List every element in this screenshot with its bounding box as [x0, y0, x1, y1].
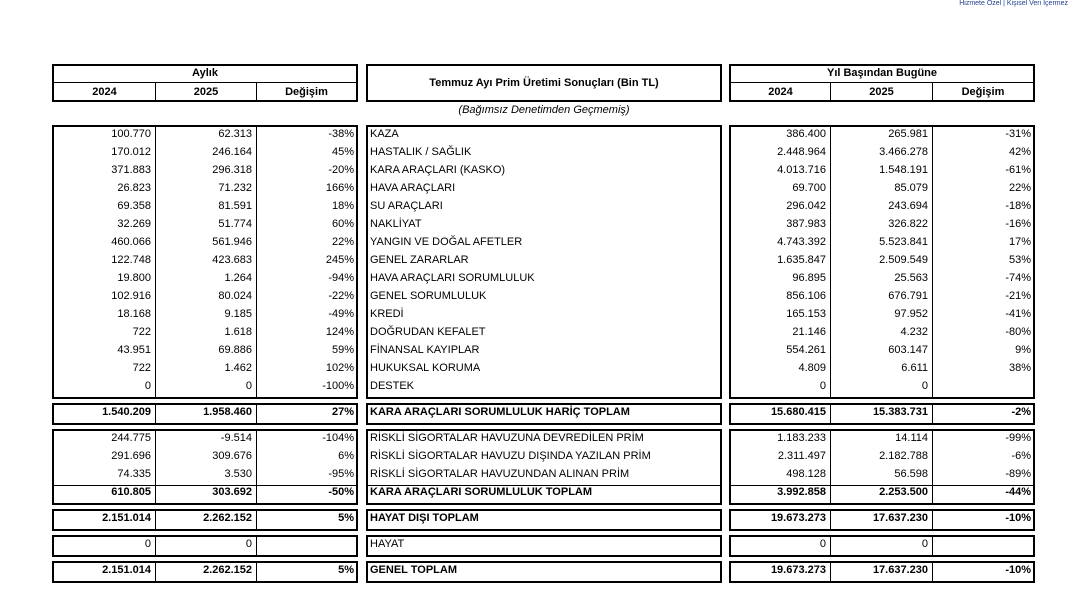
- block-4-row-1-monthly-change: 5%: [338, 512, 354, 524]
- block-1-row-4-monthly-change: 166%: [325, 182, 354, 194]
- block-1-row-12-ytd-2024: 21.146: [792, 326, 826, 338]
- block-1-row-8-ytd-2025: 2.509.549: [879, 254, 928, 266]
- block-3-row-4-line-label: KARA ARAÇLARI SORUMLULUK TOPLAM: [370, 486, 593, 498]
- report-title: Temmuz Ayı Prim Üretimi Sonuçları (Bin TL): [429, 77, 659, 89]
- block-1-row-9-ytd-2024: 96.895: [792, 272, 826, 284]
- block-1-row-14-ytd-change: 38%: [1008, 362, 1031, 374]
- block-3-row-1-ytd-2024: 1.183.233: [777, 432, 826, 444]
- block-3-row-4-ytd-2025: 2.253.500: [879, 486, 928, 498]
- block-1-row-14-monthly-change: 102%: [325, 362, 354, 374]
- block-2-row-1-monthly-change: 27%: [331, 406, 354, 418]
- block-3-row-2-monthly-2024: 291.696: [111, 450, 151, 462]
- block-1-row-11-monthly-2025: 9.185: [224, 308, 252, 320]
- block-1-row-9-ytd-2025: 25.563: [894, 272, 928, 284]
- block-1-row-3-ytd-2024: 4.013.716: [777, 164, 826, 176]
- block-6-row-1-ytd-2024: 19.673.273: [770, 564, 826, 576]
- block-1-row-7-monthly-2025: 561.946: [212, 236, 252, 248]
- block-4-row-1-monthly-2024: 2.151.014: [102, 512, 151, 524]
- block-1-row-4-ytd-2024: 69.700: [792, 182, 826, 194]
- block-5-row-1-ytd-2024: 0: [819, 538, 826, 550]
- block-1-row-8-ytd-change: 53%: [1008, 254, 1031, 266]
- block-3-row-3-monthly-2025: 3.530: [224, 468, 252, 480]
- block-3-row-2-ytd-2024: 2.311.497: [777, 450, 826, 462]
- ytd-col-change: Değişim: [961, 86, 1005, 98]
- block-6-row-1-monthly-change: 5%: [338, 564, 354, 576]
- block-1-row-1-monthly-2025: 62.313: [218, 128, 252, 140]
- block-1-row-15-ytd-2024: 0: [819, 380, 826, 392]
- monthly-header: Aylık: [192, 67, 218, 79]
- block-1-row-14-ytd-2025: 6.611: [901, 362, 928, 374]
- block-1-row-2-ytd-2024: 2.448.964: [777, 146, 826, 158]
- block-3-row-4-monthly-2025: 303.692: [212, 486, 252, 498]
- ytd-header: Yıl Başından Bugüne: [826, 67, 937, 79]
- block-1-row-5-line-label: SU ARAÇLARI: [370, 200, 443, 212]
- block-1-row-8-line-label: GENEL ZARARLAR: [370, 254, 469, 266]
- block-4-row-1-ytd-2025: 17.637.230: [872, 512, 928, 524]
- block-1-row-5-ytd-2025: 243.694: [888, 200, 928, 212]
- block-3-row-3-line-label: RİSKLİ SİGORTALAR HAVUZUNDAN ALINAN PRİM: [370, 468, 630, 480]
- block-1-row-2-ytd-2025: 3.466.278: [879, 146, 928, 158]
- block-6-row-1-ytd-2025: 17.637.230: [872, 564, 928, 576]
- block-1-row-7-ytd-change: 17%: [1008, 236, 1031, 248]
- audit-note: (Bağımsız Denetimden Geçmemiş): [458, 104, 630, 116]
- block-1-row-12-ytd-2025: 4.232: [900, 326, 928, 338]
- block-1-row-2-monthly-2024: 170.012: [111, 146, 151, 158]
- block-3-row-1-monthly-2024: 244.775: [111, 432, 151, 444]
- block-3-row-1-ytd-change: -99%: [1005, 432, 1031, 444]
- block-1-row-8-monthly-2025: 423.683: [212, 254, 252, 266]
- block-1-row-13-line-label: FİNANSAL KAYIPLAR: [370, 344, 480, 356]
- block-2-row-1-line-label: KARA ARAÇLARI SORUMLULUK HARİÇ TOPLAM: [370, 406, 630, 418]
- block-1-row-6-ytd-2025: 326.822: [888, 218, 928, 230]
- block-3-row-3-monthly-change: -95%: [328, 468, 354, 480]
- block-2-row-1-monthly-2025: 1.958.460: [203, 406, 252, 418]
- block-3-row-1-ytd-2025: 14.114: [895, 432, 928, 444]
- block-1-row-6-ytd-change: -16%: [1005, 218, 1031, 230]
- block-1-row-9-ytd-change: -74%: [1005, 272, 1031, 284]
- block-1-row-6-monthly-2024: 32.269: [117, 218, 151, 230]
- block-1-row-3-monthly-2025: 296.318: [212, 164, 252, 176]
- block-1-row-1-ytd-2025: 265.981: [888, 128, 928, 140]
- block-1-row-15-monthly-change: -100%: [322, 380, 354, 392]
- block-1-row-15-ytd-2025: 0: [921, 380, 928, 392]
- block-1-row-10-line-label: GENEL SORUMLULUK: [370, 290, 487, 302]
- block-3-row-3-ytd-change: -89%: [1005, 468, 1031, 480]
- block-1-row-12-monthly-2024: 722: [132, 326, 151, 338]
- block-3-row-3-monthly-2024: 74.335: [117, 468, 151, 480]
- block-5-row-1-line-label: HAYAT: [370, 538, 405, 550]
- block-1-row-10-monthly-2025: 80.024: [218, 290, 252, 302]
- block-5-row-1-monthly-2025: 0: [245, 538, 252, 550]
- block-1-row-11-line-label: KREDİ: [370, 308, 404, 320]
- block-1-row-13-ytd-2024: 554.261: [786, 344, 826, 356]
- block-1-row-2-line-label: HASTALIK / SAĞLIK: [370, 146, 472, 158]
- block-1-row-7-monthly-2024: 460.066: [111, 236, 151, 248]
- block-1-row-11-monthly-change: -49%: [328, 308, 354, 320]
- block-6-row-1-ytd-change: -10%: [1005, 564, 1031, 576]
- block-1-row-11-monthly-2024: 18.168: [117, 308, 151, 320]
- block-1-row-14-line-label: HUKUKSAL KORUMA: [370, 362, 481, 374]
- block-1-row-4-monthly-2025: 71.232: [218, 182, 252, 194]
- block-1-row-6-line-label: NAKLİYAT: [370, 218, 422, 230]
- monthly-col-2024: 2024: [92, 86, 117, 98]
- monthly-col-2025: 2025: [193, 86, 219, 98]
- block-1-row-7-line-label: YANGIN VE DOĞAL AFETLER: [370, 236, 523, 248]
- block-1-row-10-ytd-2024: 856.106: [786, 290, 826, 302]
- block-3-row-1-monthly-2025: -9.514: [220, 432, 252, 444]
- block-1-row-13-monthly-2024: 43.951: [117, 344, 151, 356]
- block-3-row-4-monthly-2024: 610.805: [111, 486, 151, 498]
- block-1-row-13-ytd-change: 9%: [1015, 344, 1031, 356]
- block-1-row-8-monthly-change: 245%: [325, 254, 354, 266]
- block-1-row-11-ytd-2025: 97.952: [894, 308, 928, 320]
- block-1-row-14-monthly-2025: 1.462: [224, 362, 252, 374]
- block-1-row-3-ytd-change: -61%: [1005, 164, 1031, 176]
- block-1-row-1-monthly-change: -38%: [328, 128, 354, 140]
- block-1-row-9-line-label: HAVA ARAÇLARI SORUMLULUK: [370, 272, 535, 284]
- block-1-row-3-ytd-2025: 1.548.191: [879, 164, 928, 176]
- column-divider: [932, 536, 933, 556]
- block-1-row-4-ytd-change: 22%: [1008, 182, 1031, 194]
- block-6-row-1-monthly-2024: 2.151.014: [102, 564, 151, 576]
- block-3-row-4-ytd-2024: 3.992.858: [777, 486, 826, 498]
- block-1-row-6-ytd-2024: 387.983: [786, 218, 826, 230]
- block-1-row-12-line-label: DOĞRUDAN KEFALET: [370, 326, 486, 338]
- monthly-col-change: Değişim: [285, 86, 328, 98]
- ytd-col-2025: 2025: [869, 86, 894, 98]
- block-1-row-11-ytd-change: -41%: [1005, 308, 1031, 320]
- confidentiality-tag: Hizmete Özel | Kişisel Veri İçermez: [959, 0, 1068, 7]
- block-2-row-1-ytd-change: -2%: [1011, 406, 1031, 418]
- block-2-row-1-ytd-2024: 15.680.415: [770, 406, 826, 418]
- block-4-row-1-monthly-2025: 2.262.152: [203, 512, 252, 524]
- block-1-row-1-ytd-2024: 386.400: [786, 128, 826, 140]
- block-1-row-9-monthly-change: -94%: [328, 272, 354, 284]
- block-1-row-1-ytd-change: -31%: [1005, 128, 1031, 140]
- block-6-row-1-monthly-2025: 2.262.152: [203, 564, 252, 576]
- block-1-row-13-monthly-2025: 69.886: [218, 344, 252, 356]
- block-1-row-8-monthly-2024: 122.748: [111, 254, 151, 266]
- block-1-row-14-ytd-2024: 4.809: [798, 362, 826, 374]
- block-1-row-9-monthly-2024: 19.800: [117, 272, 151, 284]
- block-1-row-2-ytd-change: 42%: [1008, 146, 1031, 158]
- block-1-row-5-ytd-2024: 296.042: [786, 200, 826, 212]
- block-1-row-9-monthly-2025: 1.264: [224, 272, 252, 284]
- block-1-row-4-ytd-2025: 85.079: [894, 182, 928, 194]
- block-3-row-3-ytd-2025: 56.598: [894, 468, 928, 480]
- block-1-row-7-monthly-change: 22%: [331, 236, 354, 248]
- block-1-row-6-monthly-change: 60%: [331, 218, 354, 230]
- block-1-row-4-monthly-2024: 26.823: [117, 182, 151, 194]
- block-1-row-5-ytd-change: -18%: [1005, 200, 1031, 212]
- block-3-row-1-line-label: RİSKLİ SİGORTALAR HAVUZUNA DEVREDİLEN PRİM: [370, 432, 644, 444]
- block-3-row-2-monthly-2025: 309.676: [212, 450, 252, 462]
- block-3-row-2-line-label: RİSKLİ SİGORTALAR HAVUZU DIŞINDA YAZILAN PRİM: [370, 450, 651, 462]
- block-1-row-10-ytd-2025: 676.791: [888, 290, 928, 302]
- block-1-row-15-monthly-2024: 0: [144, 380, 151, 392]
- block-1-row-7-ytd-2024: 4.743.392: [777, 236, 826, 248]
- block-2-row-1-ytd-2025: 15.383.731: [872, 406, 928, 418]
- block-3-row-4-monthly-change: -50%: [328, 486, 354, 498]
- block-4-row-1-line-label: HAYAT DIŞI TOPLAM: [370, 512, 479, 524]
- block-4-row-1-ytd-2024: 19.673.273: [770, 512, 826, 524]
- block-1-row-11-ytd-2024: 165.153: [786, 308, 826, 320]
- block-1-row-3-line-label: KARA ARAÇLARI (KASKO): [370, 164, 506, 176]
- block-1-row-10-ytd-change: -21%: [1005, 290, 1031, 302]
- block-1-row-15-monthly-2025: 0: [245, 380, 252, 392]
- block-1-row-14-monthly-2024: 722: [132, 362, 151, 374]
- block-1-row-2-monthly-2025: 246.164: [212, 146, 252, 158]
- block-1-row-6-monthly-2025: 51.774: [218, 218, 252, 230]
- block-1-row-15-line-label: DESTEK: [370, 380, 415, 392]
- ytd-col-2024: 2024: [768, 86, 793, 98]
- block-4-row-1-ytd-change: -10%: [1005, 512, 1031, 524]
- block-1-row-8-ytd-2024: 1.635.847: [777, 254, 826, 266]
- block-3-row-4-ytd-change: -44%: [1005, 486, 1031, 498]
- block-1-row-10-monthly-change: -22%: [328, 290, 354, 302]
- block-3-row-1-monthly-change: -104%: [322, 432, 354, 444]
- block-1-row-12-ytd-change: -80%: [1005, 326, 1031, 338]
- block-1-row-1-line-label: KAZA: [370, 128, 399, 140]
- block-1-row-4-line-label: HAVA ARAÇLARI: [370, 182, 456, 194]
- block-6-row-1-line-label: GENEL TOPLAM: [370, 564, 457, 576]
- block-3-row-2-ytd-2025: 2.182.788: [879, 450, 928, 462]
- block-1-row-5-monthly-2024: 69.358: [117, 200, 151, 212]
- block-2-row-1-monthly-2024: 1.540.209: [102, 406, 151, 418]
- block-1-row-10-monthly-2024: 102.916: [111, 290, 151, 302]
- block-1-row-2-monthly-change: 45%: [331, 146, 354, 158]
- block-1-row-5-monthly-2025: 81.591: [218, 200, 252, 212]
- block-1-row-5-monthly-change: 18%: [331, 200, 354, 212]
- block-1-row-1-monthly-2024: 100.770: [111, 128, 151, 140]
- block-3-row-3-ytd-2024: 498.128: [786, 468, 826, 480]
- block-3-row-2-ytd-change: -6%: [1011, 450, 1031, 462]
- block-5-row-1-ytd-2025: 0: [921, 538, 928, 550]
- block-3-row-2-monthly-change: 6%: [338, 450, 354, 462]
- block-5-row-1-monthly-2024: 0: [144, 538, 151, 550]
- block-1-row-13-ytd-2025: 603.147: [888, 344, 928, 356]
- block-1-row-3-monthly-change: -20%: [328, 164, 354, 176]
- block-1-row-7-ytd-2025: 5.523.841: [879, 236, 928, 248]
- column-divider: [256, 536, 257, 556]
- block-1-row-3-monthly-2024: 371.883: [111, 164, 151, 176]
- block-1-row-12-monthly-change: 124%: [325, 326, 354, 338]
- block-1-row-12-monthly-2025: 1.618: [224, 326, 252, 338]
- block-1-row-13-monthly-change: 59%: [331, 344, 354, 356]
